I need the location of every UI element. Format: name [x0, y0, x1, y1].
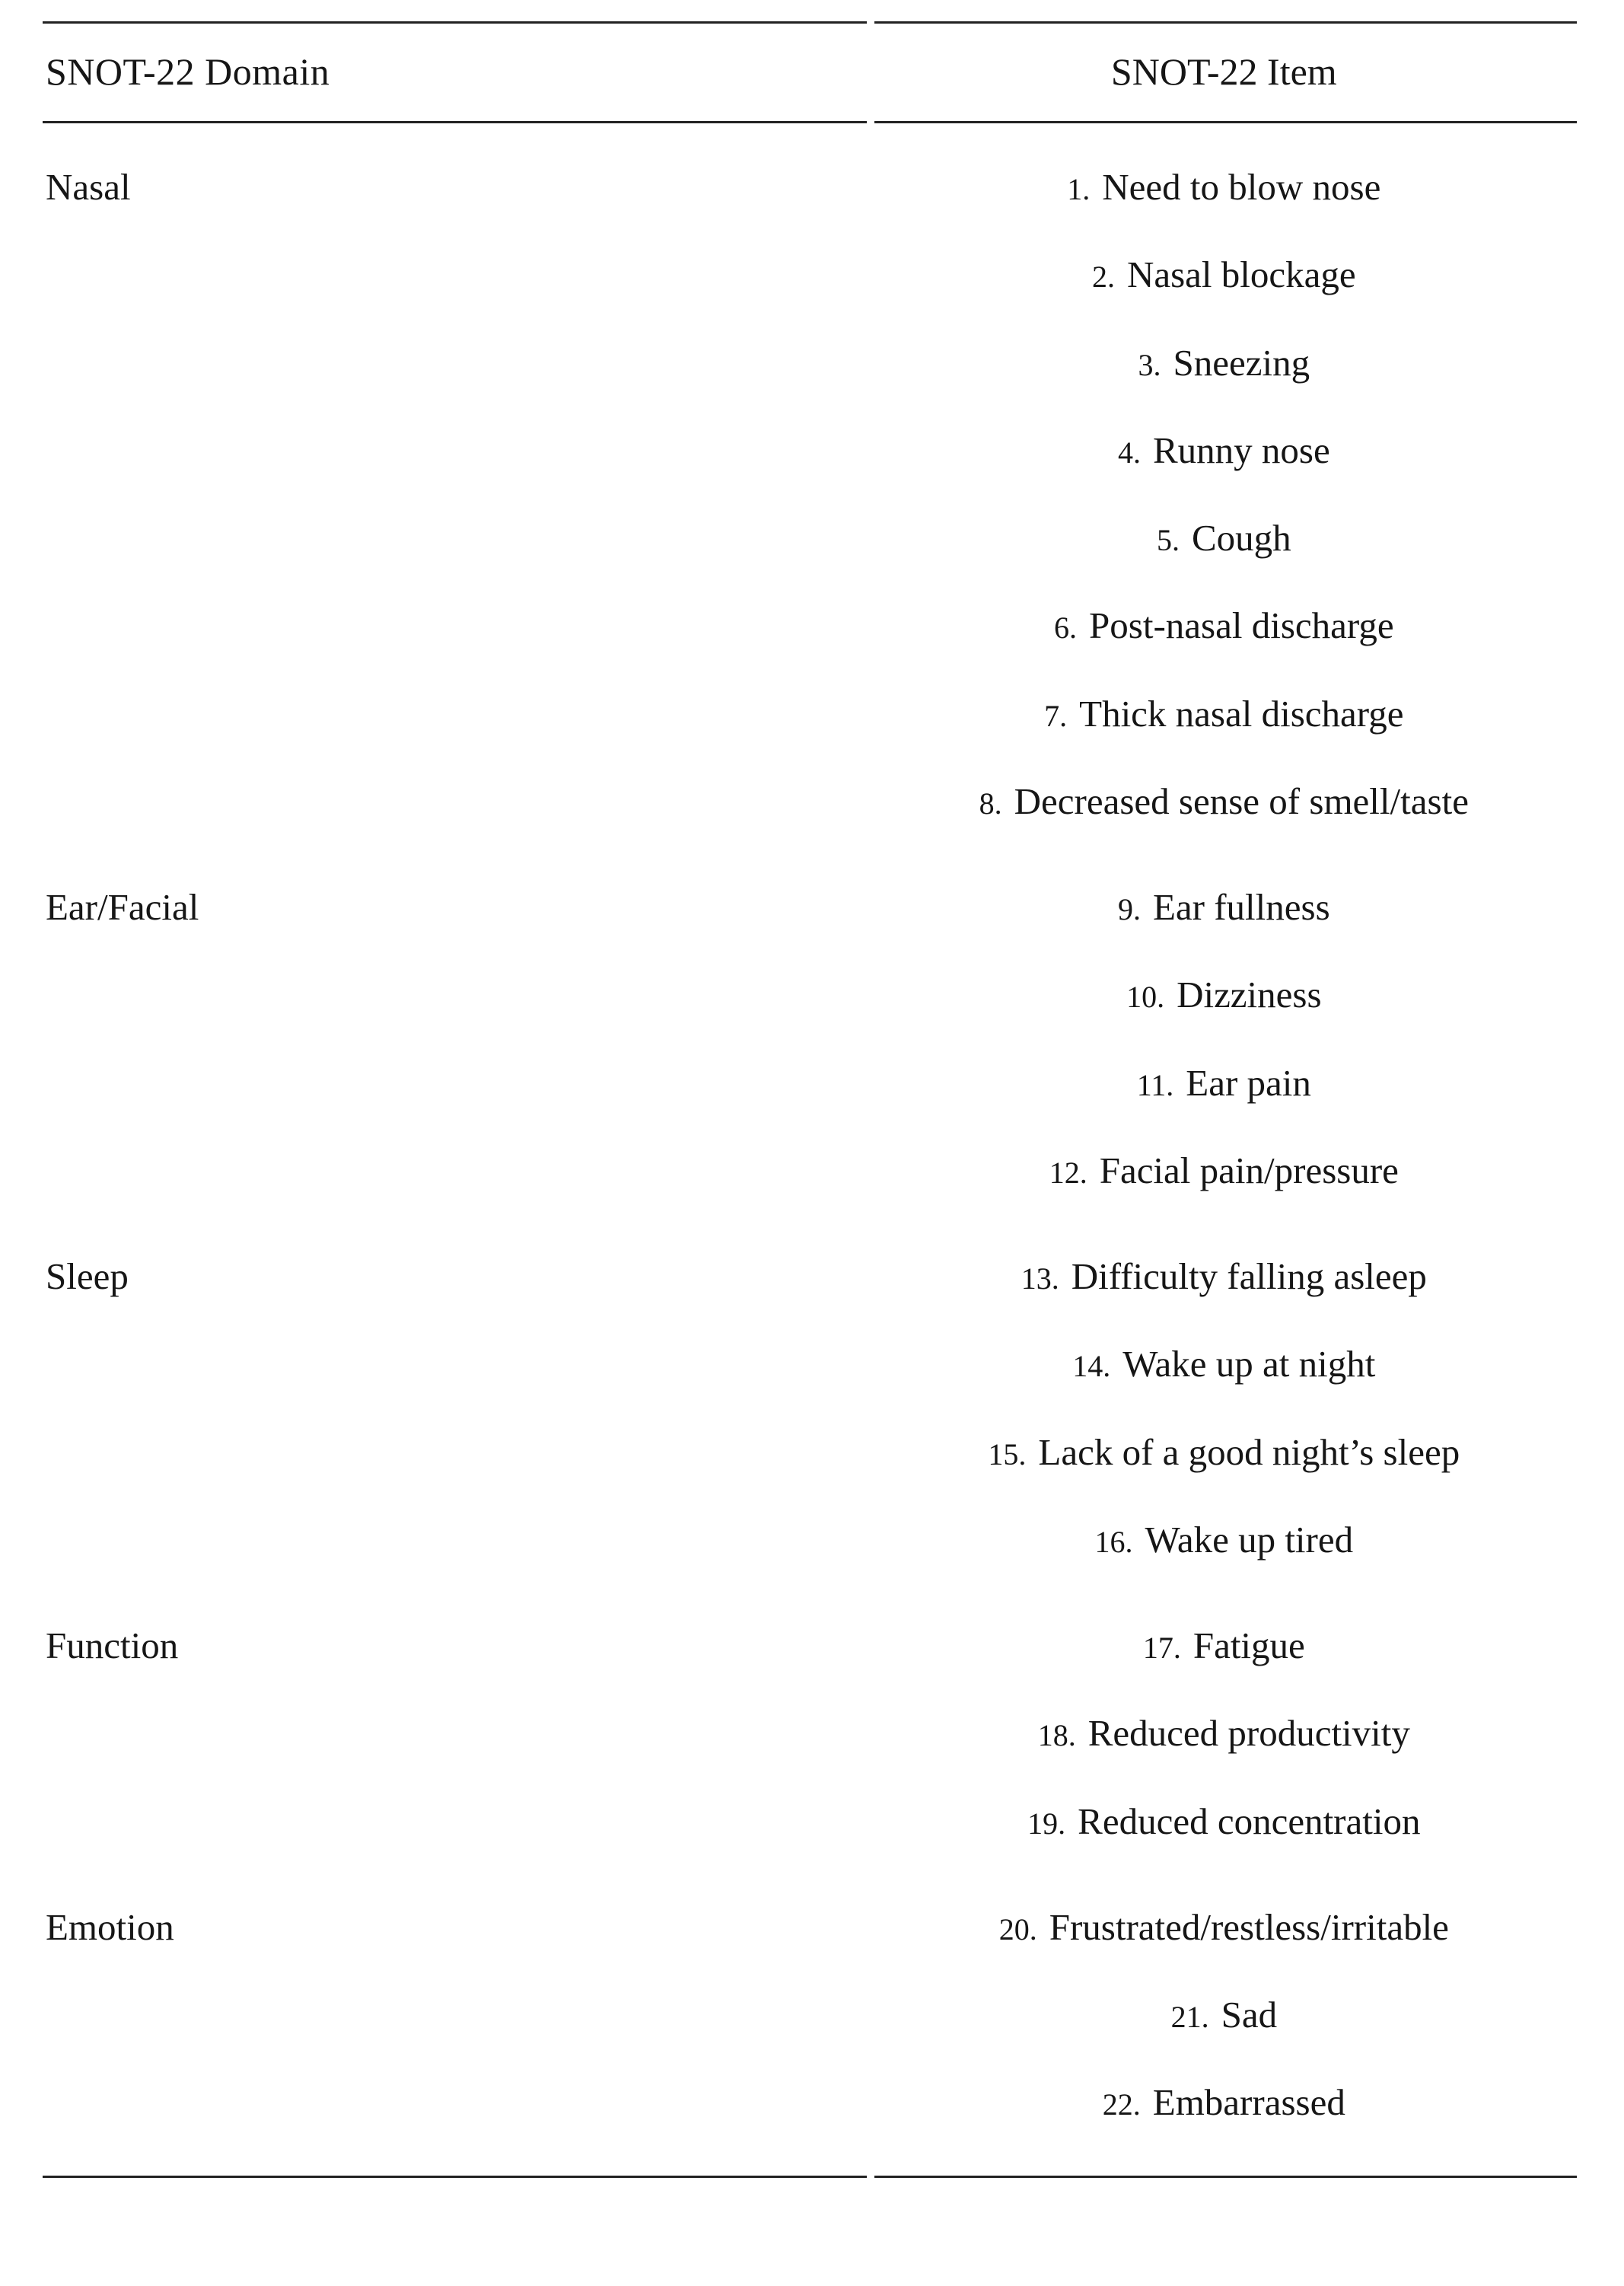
item-line: [871, 231, 1577, 318]
item-label: Cough: [1191, 517, 1291, 559]
item-label: Fatigue: [1193, 1624, 1305, 1666]
table-group-row: [43, 854, 1577, 1223]
item-line: [871, 1883, 1577, 1971]
table-group-row: [43, 1593, 1577, 1874]
item-line: [871, 319, 1577, 407]
domain-cell: Ear/Facial: [46, 886, 199, 928]
item-number: 3.: [1138, 347, 1161, 382]
item-line: [871, 1408, 1577, 1496]
items-cell: [871, 1232, 1577, 1583]
item-number: 11.: [1136, 1067, 1174, 1102]
item-line: [871, 1320, 1577, 1408]
snot22-table: [43, 21, 1577, 2178]
item-line: [871, 1496, 1577, 1583]
items-cell: [871, 1883, 1577, 2147]
item-number: 5.: [1156, 523, 1180, 557]
item-label: Ear pain: [1186, 1061, 1311, 1104]
bottom-rule-right-segment: [874, 2176, 1577, 2178]
table-group-row: [43, 1874, 1577, 2156]
domain-cell: Sleep: [46, 1255, 129, 1297]
item-line: [871, 407, 1577, 494]
item-line: [871, 582, 1577, 669]
item-number: 16.: [1094, 1524, 1133, 1559]
item-line: [871, 1971, 1577, 2058]
domain-cell: Emotion: [46, 1905, 174, 1948]
item-number: 7.: [1044, 698, 1068, 733]
item-line: [871, 143, 1577, 231]
table-group-row: [43, 134, 1577, 854]
item-number: 21.: [1170, 2000, 1209, 2034]
item-line: [871, 757, 1577, 845]
item-number: 13.: [1021, 1261, 1059, 1296]
item-label: Facial pain/pressure: [1099, 1149, 1399, 1191]
items-cell: [871, 1602, 1577, 1865]
table-group-row: [43, 1223, 1577, 1593]
item-label: Reduced concentration: [1078, 1800, 1421, 1842]
item-label: Difficulty falling asleep: [1071, 1255, 1427, 1297]
item-number: 17.: [1142, 1631, 1181, 1665]
item-label: Post-nasal discharge: [1089, 604, 1394, 647]
item-label: Reduced productivity: [1087, 1712, 1410, 1755]
items-cell: [871, 863, 1577, 1214]
item-line: [871, 2058, 1577, 2146]
item-label: Thick nasal discharge: [1079, 692, 1404, 735]
item-label: Sneezing: [1173, 341, 1310, 384]
item-label: Nasal blockage: [1126, 253, 1356, 296]
item-number: 20.: [998, 1911, 1037, 1946]
item-number: 14.: [1072, 1349, 1111, 1384]
item-label: Need to blow nose: [1102, 166, 1381, 208]
item-line: [871, 863, 1577, 951]
item-number: 9.: [1117, 892, 1141, 926]
item-number: 1.: [1067, 172, 1091, 206]
item-line: [871, 1689, 1577, 1777]
item-line: [871, 1232, 1577, 1320]
item-label: Decreased sense of smell/taste: [1014, 780, 1469, 822]
item-number: 18.: [1037, 1718, 1076, 1753]
item-line: [871, 1039, 1577, 1127]
item-line: [871, 1127, 1577, 1214]
domain-cell: Function: [46, 1624, 179, 1666]
item-label: Runny nose: [1152, 429, 1330, 471]
item-line: [871, 670, 1577, 757]
top-rule-left-segment: [43, 21, 867, 24]
item-line: [871, 951, 1577, 1038]
item-number: 2.: [1091, 260, 1115, 295]
top-rule-right-segment: [874, 21, 1577, 24]
items-cell: [871, 143, 1577, 845]
table-body: [43, 123, 1577, 2176]
domain-cell: Nasal: [46, 166, 131, 208]
item-number: 10.: [1126, 980, 1165, 1015]
table-header-row: [43, 24, 1577, 121]
item-label: Wake up at night: [1122, 1343, 1376, 1385]
item-number: 12.: [1049, 1155, 1087, 1190]
item-label: Frustrated/restless/irritable: [1049, 1905, 1449, 1948]
item-label: Dizziness: [1177, 974, 1322, 1016]
column-header-item: SNOT-22 Item: [1110, 50, 1337, 93]
item-number: 19.: [1027, 1806, 1066, 1841]
item-number: 15.: [988, 1436, 1027, 1471]
item-label: Lack of a good night’s sleep: [1038, 1430, 1460, 1473]
item-line: [871, 1777, 1577, 1865]
bottom-rule-left-segment: [43, 2176, 867, 2178]
item-number: 22.: [1102, 2087, 1141, 2122]
item-label: Sad: [1221, 1994, 1278, 2036]
bottom-rule: [43, 2176, 1577, 2178]
item-number: 4.: [1117, 435, 1141, 470]
header-rule: [43, 121, 1577, 123]
header-rule-right-segment: [874, 121, 1577, 123]
item-label: Embarrassed: [1152, 2081, 1345, 2124]
item-label: Wake up tired: [1145, 1518, 1354, 1561]
item-number: 8.: [979, 786, 1002, 821]
header-rule-left-segment: [43, 121, 867, 123]
column-header-domain: SNOT-22 Domain: [46, 50, 330, 93]
item-line: [871, 494, 1577, 582]
item-number: 6.: [1054, 611, 1078, 646]
item-label: Ear fullness: [1152, 886, 1330, 928]
item-line: [871, 1602, 1577, 1689]
top-rule: [43, 21, 1577, 24]
